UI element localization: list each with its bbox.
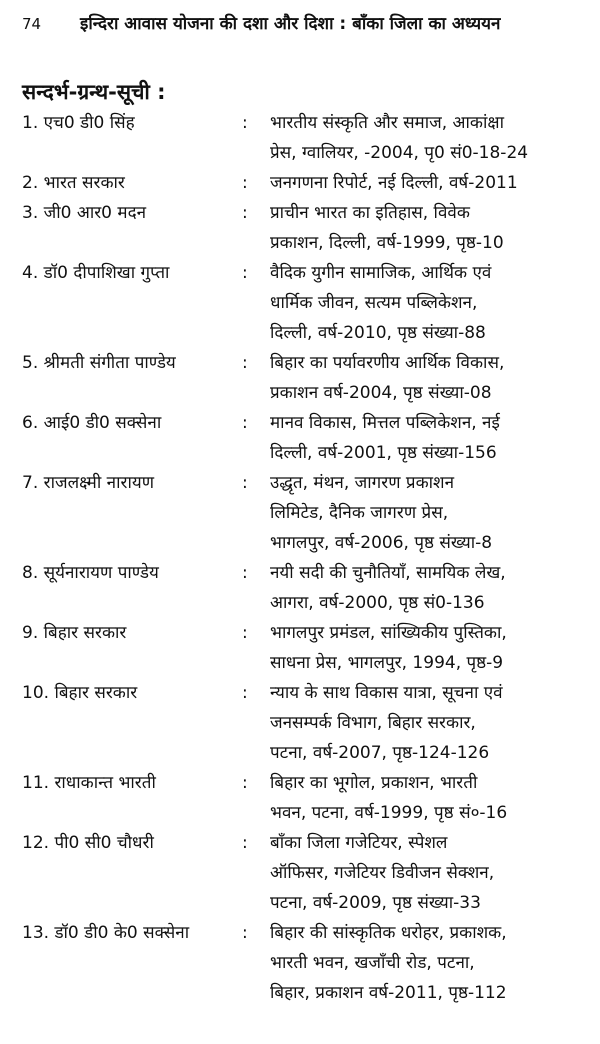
reference-detail-line: आगरा, वर्ष-2000, पृष्ठ सं0-136: [270, 593, 485, 613]
reference-detail-line: साधना प्रेस, भागलपुर, 1994, पृष्ठ-9: [270, 653, 504, 673]
reference-details: [270, 678, 587, 768]
reference-author: 6. आई0 डी0 सक्सेना: [22, 413, 162, 433]
section-heading: सन्दर्भ-ग्रन्थ-सूची :: [22, 80, 166, 104]
reference-details: [270, 828, 587, 918]
reference-entry: [22, 918, 587, 1008]
reference-detail-line: जनगणना रिपोर्ट, नई दिल्ली, वर्ष-2011: [270, 173, 518, 193]
colon-separator: :: [242, 923, 248, 943]
reference-entry: [22, 108, 587, 168]
reference-author: 9. बिहार सरकार: [22, 623, 127, 643]
reference-detail-line: भागलपुर प्रमंडल, सांख्यिकीय पुस्तिका,: [270, 623, 507, 643]
reference-detail-line: धार्मिक जीवन, सत्यम पब्लिकेशन,: [270, 293, 478, 313]
reference-details: [270, 768, 587, 828]
reference-detail-line: ऑफिसर, गजेटियर डिवीजन सेक्शन,: [270, 863, 495, 883]
reference-entry: [22, 768, 587, 828]
reference-author: 12. पी0 सी0 चौधरी: [22, 833, 154, 853]
reference-detail-line: भागलपुर, वर्ष-2006, पृष्ठ संख्या-8: [270, 533, 493, 553]
reference-detail-line: बिहार का पर्यावरणीय आर्थिक विकास,: [270, 353, 505, 373]
colon-separator: :: [242, 113, 248, 133]
reference-entry: [22, 348, 587, 408]
reference-author: 7. राजलक्ष्मी नारायण: [22, 473, 155, 493]
reference-details: [270, 618, 587, 678]
reference-detail-line: वैदिक युगीन सामाजिक, आर्थिक एवं: [270, 263, 492, 283]
reference-entry: [22, 618, 587, 678]
colon-separator: :: [242, 353, 248, 373]
reference-details: [270, 168, 587, 198]
running-title: इन्दिरा आवास योजना की दशा और दिशा : बाँका जिला का अध्ययन: [80, 14, 501, 34]
reference-author: 10. बिहार सरकार: [22, 683, 138, 703]
reference-detail-line: बिहार, प्रकाशन वर्ष-2011, पृष्ठ-112: [270, 983, 507, 1003]
reference-detail-line: नयी सदी की चुनौतियाँ, सामयिक लेख,: [270, 563, 506, 583]
reference-author: 11. राधाकान्त भारती: [22, 773, 156, 793]
colon-separator: :: [242, 833, 248, 853]
colon-separator: :: [242, 413, 248, 433]
reference-details: [270, 258, 587, 348]
colon-separator: :: [242, 563, 248, 583]
reference-details: [270, 408, 587, 468]
reference-detail-line: बाँका जिला गजेटियर, स्पेशल: [270, 833, 448, 853]
reference-details: [270, 348, 587, 408]
reference-detail-line: भारती भवन, खजाँची रोड, पटना,: [270, 953, 475, 973]
reference-detail-line: बिहार का भूगोल, प्रकाशन, भारती: [270, 773, 478, 793]
reference-detail-line: लिमिटेड, दैनिक जागरण प्रेस,: [270, 503, 449, 523]
colon-separator: :: [242, 473, 248, 493]
reference-entry: [22, 558, 587, 618]
reference-detail-line: दिल्ली, वर्ष-2001, पृष्ठ संख्या-156: [270, 443, 497, 463]
reference-details: [270, 198, 587, 258]
reference-detail-line: प्रकाशन, दिल्ली, वर्ष-1999, पृष्ठ-10: [270, 233, 504, 253]
reference-detail-line: भारतीय संस्कृति और समाज, आकांक्षा: [270, 113, 504, 133]
reference-author: 4. डॉ0 दीपाशिखा गुप्ता: [22, 263, 170, 283]
reference-author: 3. जी0 आर0 मदन: [22, 203, 147, 223]
reference-entry: [22, 168, 587, 198]
colon-separator: :: [242, 263, 248, 283]
reference-detail-line: उद्धृत, मंथन, जागरण प्रकाशन: [270, 473, 455, 493]
reference-detail-line: प्राचीन भारत का इतिहास, विवेक: [270, 203, 470, 223]
reference-detail-line: बिहार की सांस्कृतिक धरोहर, प्रकाशक,: [270, 923, 507, 943]
reference-detail-line: प्रेस, ग्वालियर, -2004, पृ0 सं0-18-24: [270, 143, 529, 163]
reference-author: 5. श्रीमती संगीता पाण्डेय: [22, 353, 176, 373]
reference-entry: [22, 678, 587, 768]
reference-entry: [22, 258, 587, 348]
page-header: [22, 12, 582, 36]
reference-details: [270, 558, 587, 618]
reference-entry: [22, 828, 587, 918]
colon-separator: :: [242, 773, 248, 793]
colon-separator: :: [242, 623, 248, 643]
reference-details: [270, 918, 587, 1008]
reference-detail-line: मानव विकास, मित्तल पब्लिकेशन, नई: [270, 413, 500, 433]
colon-separator: :: [242, 173, 248, 193]
reference-detail-line: प्रकाशन वर्ष-2004, पृष्ठ संख्या-08: [270, 383, 492, 403]
reference-details: [270, 468, 587, 558]
reference-detail-line: पटना, वर्ष-2009, पृष्ठ संख्या-33: [270, 893, 481, 913]
reference-detail-line: जनसम्पर्क विभाग, बिहार सरकार,: [270, 713, 476, 733]
reference-detail-line: भवन, पटना, वर्ष-1999, पृष्ठ सं०-16: [270, 803, 508, 823]
reference-list: [22, 108, 587, 1008]
reference-detail-line: दिल्ली, वर्ष-2010, पृष्ठ संख्या-88: [270, 323, 486, 343]
reference-entry: [22, 468, 587, 558]
reference-author: 13. डॉ0 डी0 के0 सक्सेना: [22, 923, 190, 943]
colon-separator: :: [242, 683, 248, 703]
reference-author: 8. सूर्यनारायण पाण्डेय: [22, 563, 159, 583]
reference-detail-line: पटना, वर्ष-2007, पृष्ठ-124-126: [270, 743, 490, 763]
reference-detail-line: न्याय के साथ विकास यात्रा, सूचना एवं: [270, 683, 503, 703]
reference-author: 1. एच0 डी0 सिंह: [22, 113, 135, 133]
page-number: 74: [22, 15, 42, 33]
colon-separator: :: [242, 203, 248, 223]
reference-entry: [22, 198, 587, 258]
reference-entry: [22, 408, 587, 468]
reference-details: [270, 108, 587, 168]
reference-author: 2. भारत सरकार: [22, 173, 125, 193]
